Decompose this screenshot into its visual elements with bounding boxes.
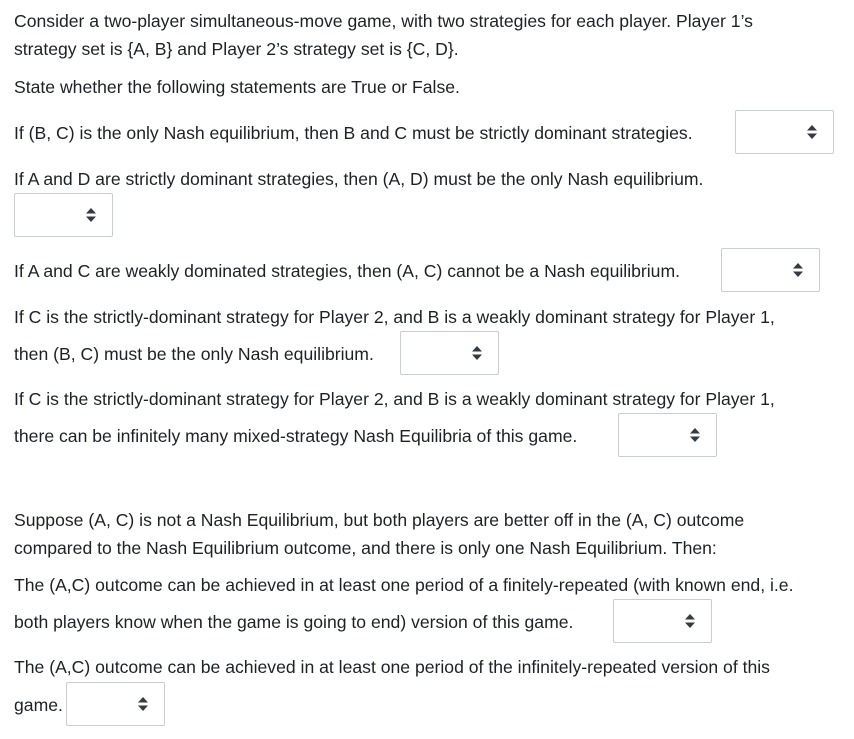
question-2-select[interactable] [14, 193, 113, 237]
up-down-chevron-icon [472, 346, 482, 360]
up-down-chevron-icon [86, 208, 96, 222]
up-down-chevron-icon [793, 263, 803, 277]
question-2-text: If A and D are strictly dominant strategies, then (A, D) must be the only Nash equilibrium. [14, 169, 704, 189]
up-down-chevron-icon [138, 697, 148, 711]
question-6-select[interactable] [613, 599, 712, 643]
question-3-text: If A and C are weakly dominated strategies, then (A, C) cannot be a Nash equilibrium. [14, 261, 680, 281]
question-7-text-line-1: The (A,C) outcome can be achieved in at least one period of the infinitely-repeated version of this [14, 657, 770, 677]
up-down-chevron-icon [690, 428, 700, 442]
question-5-select[interactable] [618, 413, 717, 457]
question-1-text: If (B, C) is the only Nash equilibrium, then B and C must be strictly dominant strategies. [14, 123, 693, 143]
up-down-chevron-icon [685, 614, 695, 628]
question-5-text-line-2: there can be infinitely many mixed-strategy Nash Equilibria of this game. [14, 426, 578, 446]
suppose-text-line-1: Suppose (A, C) is not a Nash Equilibrium, but both players are better off in the (A, C) outcome [14, 510, 745, 530]
question-7-text-line-2: game. [14, 695, 63, 715]
question-4-text-line-1: If C is the strictly-dominant strategy for Player 2, and B is a weakly dominant strategy for Player 1, [14, 307, 775, 327]
question-3-select[interactable] [721, 248, 820, 292]
up-down-chevron-icon [807, 125, 817, 139]
suppose-text-line-2: compared to the Nash Equilibrium outcome, and there is only one Nash Equilibrium. Then: [14, 538, 717, 558]
question-7-select[interactable] [66, 682, 165, 726]
intro-text-line-2: strategy set is {A, B} and Player 2’s strategy set is {C, D}. [14, 39, 459, 59]
question-4-select[interactable] [400, 331, 499, 375]
instruction-text: State whether the following statements are True or False. [14, 77, 460, 97]
question-6-text-line-1: The (A,C) outcome can be achieved in at least one period of a finitely-repeated (with known end, i.e. [14, 575, 794, 595]
intro-text-line-1: Consider a two-player simultaneous-move game, with two strategies for each player. Player 1’s [14, 11, 753, 31]
question-1-select[interactable] [735, 110, 834, 154]
question-6-text-line-2: both players know when the game is going to end) version of this game. [14, 612, 574, 632]
question-5-text-line-1: If C is the strictly-dominant strategy for Player 2, and B is a weakly dominant strategy for Player 1, [14, 389, 775, 409]
question-4-text-line-2: then (B, C) must be the only Nash equilibrium. [14, 344, 374, 364]
